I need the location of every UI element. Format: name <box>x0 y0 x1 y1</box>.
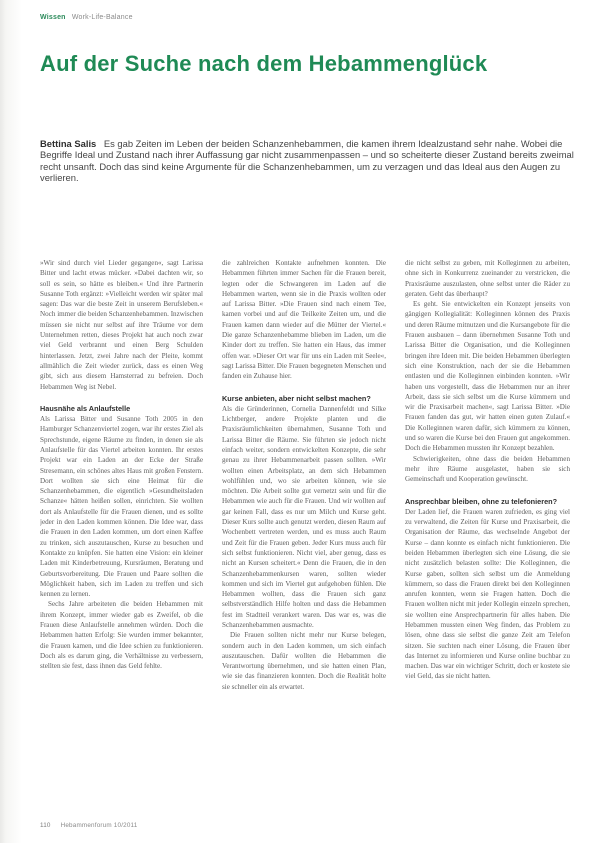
rubric <box>40 14 133 21</box>
subsection-label: Work-Life-Balance <box>71 14 133 21</box>
subheading: Ansprechbar bleiben, ohne zu telefonieren? <box>405 496 558 506</box>
paragraph: Es geht. Sie entwickelten ein Konzept jenseits von gängigen Kollegialität: Kolleginnen können des Praxis und deren Räume mitnutzen und die Kursangebote für die Frauen ausbauen – dann übernehmen Susanne Toth und Larissa Bitter die Organisation, und die Kolleginnen bringen ihre Ideen mit. Die beiden Hebammen überlegten sich eine Konstruktion, nach der sie die Hebammen entlasten und die Kolleginnen einbinden konnten. »Wir haben uns vorgestellt, dass die Hebammen nur an ihrer Arbeit, dass sie sich selbst um die Kurse kümmern und wir die Praxisarbeit machen«, sagt Larissa Bitter. »Die Frauen fanden das gut, wir hatten einen guten Zulauf.« Die Kolleginnen waren dafür, sich kümmern zu können, und so waren die Kurse bei den Frauen gut angekommen. Doch die Hebammen mussten ihr Konzept bezahlen. <box>405 300 570 453</box>
paragraph: die zahlreichen Kontakte aufnehmen konnten. Die Hebammen führten immer Sachen für die Frauen bereit, legten oder die Schwangeren im Laden auf die Hebammen warten, wenn sie in die Praxis wollten oder auf Larissa Bitter. »Die Frauen sind nach einem Tee, kamen vorbei und auf die Teilkeite Zeiten um, und die Frauen kamen dann wieder auf die Mütter der Viertel.« Die ganze Schanzenhebamme blieben im Laden, um die Kinder dort zu treffen. Sie hatten ein Haus, das immer offen war. »Dieser Ort war für uns ein Laden mit Seele«, sagt Larissa Bitter. Die Frauen begegneten Menschen und fanden ein Zuhause hier. <box>222 259 386 381</box>
paragraph: Schwierigkeiten, ohne dass die beiden Hebammen mehr ihre Räume ausgelastet, haben sie sich Gemeinschaft und Kooperation gewünscht. <box>405 454 570 484</box>
text-column-1 <box>40 258 203 798</box>
paragraph: die nicht selbst zu geben, mit Kolleginnen zu arbeiten, ohne sich in Konkurrenz zueinander zu verstricken, die Praxisräume auszulasten, ohne selbst unter die Räder zu geraten. Geht das überhaupt? <box>405 259 570 298</box>
paragraph: Als die Gründerinnen, Cornelia Dannenfeldt und Silke Lichtberger, andere Projekte planten und die Praxisräumlichkeiten übernahmen, Susanne Toth und Larissa Bitter die Räume. Sie führten sie jedoch nicht einfach weiter, sondern entwickelten Konzepte, die sehr genau zu ihrer Hebammenarbeit passen sollten. »Wir wollten einen Arbeitsplatz, an dem sich Hebammen wohlfühlen und, wo sie arbeiten können, wie sie möchten. Die Arbeit sollte gut vernetzt sein und für die Hebammen wie auch für die Frauen. Und wir wollten auf gar keinen Fall, dass es nur um Milch und Kurse geht. Dieser Kurs sollte auch genutzt werden, diesen Raum auf Wochenbett vertreten werden, und es muss auch Raum und Zeit für die Frauen geben. Jeder Kurs muss auch für sich selbst funktionieren. Nicht viel, aber genug, dass es nicht an Kursen scheitert.« Denn die Frauen, die in den Schanzenhebammenkursen waren, sollten wieder kommen und sich im Viertel gut aufgehoben fühlen. Die Hebammen wollten, dass die Frauen sich ganz selbstverständlich Hilfe holten und dass die Hebammen fest im Stadtteil verankert waren. Das war es, was die Schanzenhebammen ausmachte. <box>222 404 386 629</box>
article-title: Auf der Suche nach dem Hebammenglück <box>40 50 488 76</box>
text-column-3 <box>405 258 570 798</box>
paragraph: »Wir sind durch viel Lieder gegangen«, sagt Larissa Bitter und lacht etwas mücker. »Dabei dachten wir, so soll es sein, so hätte es bleiben.« Und ihre Partnerin Susanne Toth ergänzt: »Vielleicht werden wir später mal sagen: Das war die beste Zeit in unserem Berufsleben.« Noch immer die beiden Schanzenhebammen. Inzwischen müssen sie nicht nur selbst auf ihre Träume vor dem Unternehmen retten, dieses Projekt hat auch noch zwar viel Geld verbrannt und einen Berg Schulden hinterlassen. Jetzt, zwei Jahre nach der Pleite, kommt allmählich die Zeit wieder zurück, dass es einen Weg gibt, sich aus diesem Hamsterrad zu befreien. Doch Hebammen Weg ist Nebel. <box>40 259 203 391</box>
subheading: Kurse anbieten, aber nicht selbst machen? <box>222 393 371 403</box>
lead-text: Es gab Zeiten im Leben der beiden Schanzenhebammen, die kamen ihrem Idealzustand sehr nahe. Wobei die Begriffe Ideal und Zustand nach ihrer Auffassung gar nicht zusammenpassen – und so scheiterte dieser Zustand bereits zweimal recht unsanft. Doch das sind keine Argumente für die Schanzenhebammen, um zu verzagen und das Ideal aus den Augen zu verlieren. <box>40 138 574 184</box>
paragraph: Als Larissa Bitter und Susanne Toth 2005 in den Hamburger Schanzenviertel zogen, war ihr erstes Ziel als Sprechstunde, eigene Räume zu finden, in denen sie als Anlaufstelle für das Viertel arbeiten konnten. Ihr erstes Projekt war ein Laden an der Ecke der Straße Stresemann, ein schönes altes Haus mit großen Fenstern. Dort wollten sie sich eine Heimat für die Schanzenhebammen, die eigentlich »Gesundheitsladen Schanze« hätten heißen sollen, einrichten. Sie wollten dort als Anlaufstelle für die Frauen dienen, und es sollte jeder in den Laden kommen können. Die Idee war, dass die Frauen in den Laden kommen, um dort einen Kaffee zu trinken, sich auszutauschen, Kurse zu besuchen und Kontakte zu knüpfen. Sie hatten eine Vision: ein kleiner Laden mit Kinderbetreuung, Kursräumen, Beratung und Geburtsvorbereitung. Die Frauen und Paare sollten die Möglichkeit haben, sich im Laden zu treffen und sich kennen zu lernen. <box>40 415 203 599</box>
paragraph: Der Laden lief, die Frauen waren zufrieden, es ging viel zu verwaltend, die Zeiten für Kurse und Praxisarbeit, die Organisation der Räume, das wechselnde Angebot der Kurse – dann konnte es einfach nicht funktionieren. Die beiden Hebammen überlegten sich eine Lösung, die sie nicht zusätzlich belasten sollte: Die Kolleginnen, die Kurse gaben, sollten sich selbst um die Anmeldung kümmern, so dass die Frauen direkt bei den Kolleginnen anrufen konnten, wenn sie Fragen hatten. Doch die Frauen wollten nicht mit jeder Kollegin einzeln sprechen, sie wollten eine Ansprechpartnerin für alles haben. Die Hebammen mussten einen Weg finden, das Problem zu lösen, ohne dass sie selbst die ganze Zeit am Telefon sitzen. Sie suchten nach einer Lösung, die Frauen über das Internet zu informieren und Kurse online buchbar zu machen. Das war ein wichtiger Schritt, doch er kostete sie viel Geld, das sie nicht hatten. <box>405 507 570 681</box>
paragraph: Die Frauen sollten nicht mehr nur Kurse belegen, sondern auch in den Laden kommen, um sich einfach auszutauschen. Dafür wollten die Hebammen die Verantwortung übernehmen, und sie hatten einen Plan, wie sie das finanzieren konnten. Doch die Realität holte sie schneller ein als erwartet. <box>222 631 386 691</box>
author-name: Bettina Salis <box>40 138 97 149</box>
subheading: Hausnähe als Anlaufstelle <box>40 403 131 413</box>
text-column-2 <box>222 258 386 798</box>
section-label: Wissen <box>40 14 66 21</box>
publication-name: Hebammenforum 10/2011 <box>60 822 138 829</box>
paragraph: Sechs Jahre arbeiteten die beiden Hebammen mit ihrem Konzept, immer wieder gab es Zweifel, ob die Frauen diese Anlaufstelle annehmen würden. Doch die Hebammen hatten Erfolg: Sie wurden immer bekannter, die Frauen kamen, und die Idee schien zu funktionieren. Doch als es darum ging, die Verhältnisse zu verbessern, stellten sie fest, dass ihnen das Geld fehlte. <box>40 600 203 671</box>
page-number: 110 <box>40 822 51 829</box>
page-footer <box>40 822 137 829</box>
article-lead <box>40 138 575 184</box>
